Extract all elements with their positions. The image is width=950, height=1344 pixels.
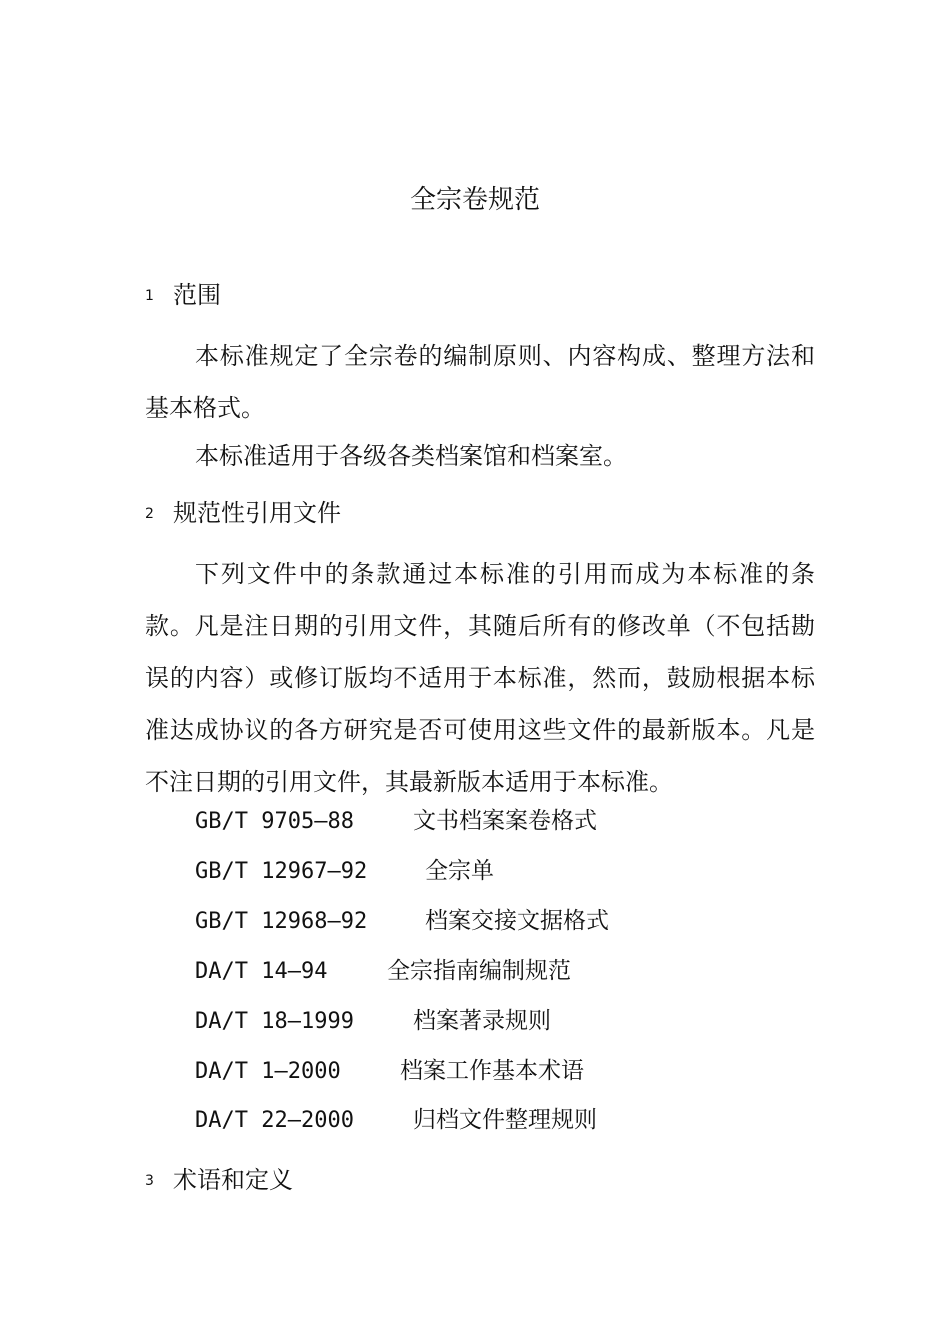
section-number: 3 — [145, 1173, 154, 1189]
references-intro-paragraph: 下列文件中的条款通过本标准的引用而成为本标准的条款。凡是注日期的引用文件，其随后所有的修改单（不包括勘误的内容）或修订版均不适用于本标准，然而，鼓励根据本标准达成协议的各方研究是否可使用这些文件的最新版本。凡是不注日期的引用文件，其最新版本适用于本标准。 — [145, 560, 815, 796]
reference-code: DA/T 1—2000 — [195, 1059, 341, 1084]
reference-code: DA/T 22—2000 — [195, 1108, 354, 1133]
section-title: 规范性引用文件 — [173, 499, 341, 527]
reference-code: DA/T 14—94 — [195, 959, 328, 984]
reference-item — [195, 803, 597, 840]
reference-name: 全宗指南编制规范 — [387, 958, 571, 984]
reference-item — [195, 853, 494, 890]
scope-paragraph-2: 本标准适用于各级各类档案馆和档案室。 — [195, 442, 627, 470]
section-heading-normative-references — [145, 495, 341, 532]
reference-code: GB/T 12968—92 — [195, 909, 368, 934]
reference-code: GB/T 9705—88 — [195, 809, 354, 834]
section-heading-scope — [145, 277, 221, 314]
reference-name: 档案交接文据格式 — [425, 908, 609, 934]
section-title: 术语和定义 — [173, 1166, 293, 1194]
reference-name: 归档文件整理规则 — [413, 1107, 597, 1133]
section-heading-terms-and-definitions — [145, 1162, 293, 1199]
reference-name: 档案工作基本术语 — [400, 1058, 584, 1084]
section-number: 1 — [145, 288, 154, 304]
reference-name: 档案著录规则 — [413, 1008, 551, 1034]
reference-item — [195, 953, 571, 990]
section-title: 范围 — [173, 281, 221, 309]
reference-name: 文书档案案卷格式 — [413, 808, 597, 834]
reference-item — [195, 1003, 551, 1040]
reference-code: DA/T 18—1999 — [195, 1009, 354, 1034]
reference-item — [195, 903, 609, 940]
reference-code: GB/T 12967—92 — [195, 859, 368, 884]
reference-item — [195, 1053, 584, 1090]
reference-item — [195, 1102, 597, 1139]
reference-name: 全宗单 — [425, 858, 494, 884]
document-title: 全宗卷规范 — [409, 185, 540, 215]
scope-paragraph-1: 本标准规定了全宗卷的编制原则、内容构成、整理方法和基本格式。 — [145, 342, 815, 422]
section-number: 2 — [145, 506, 154, 522]
